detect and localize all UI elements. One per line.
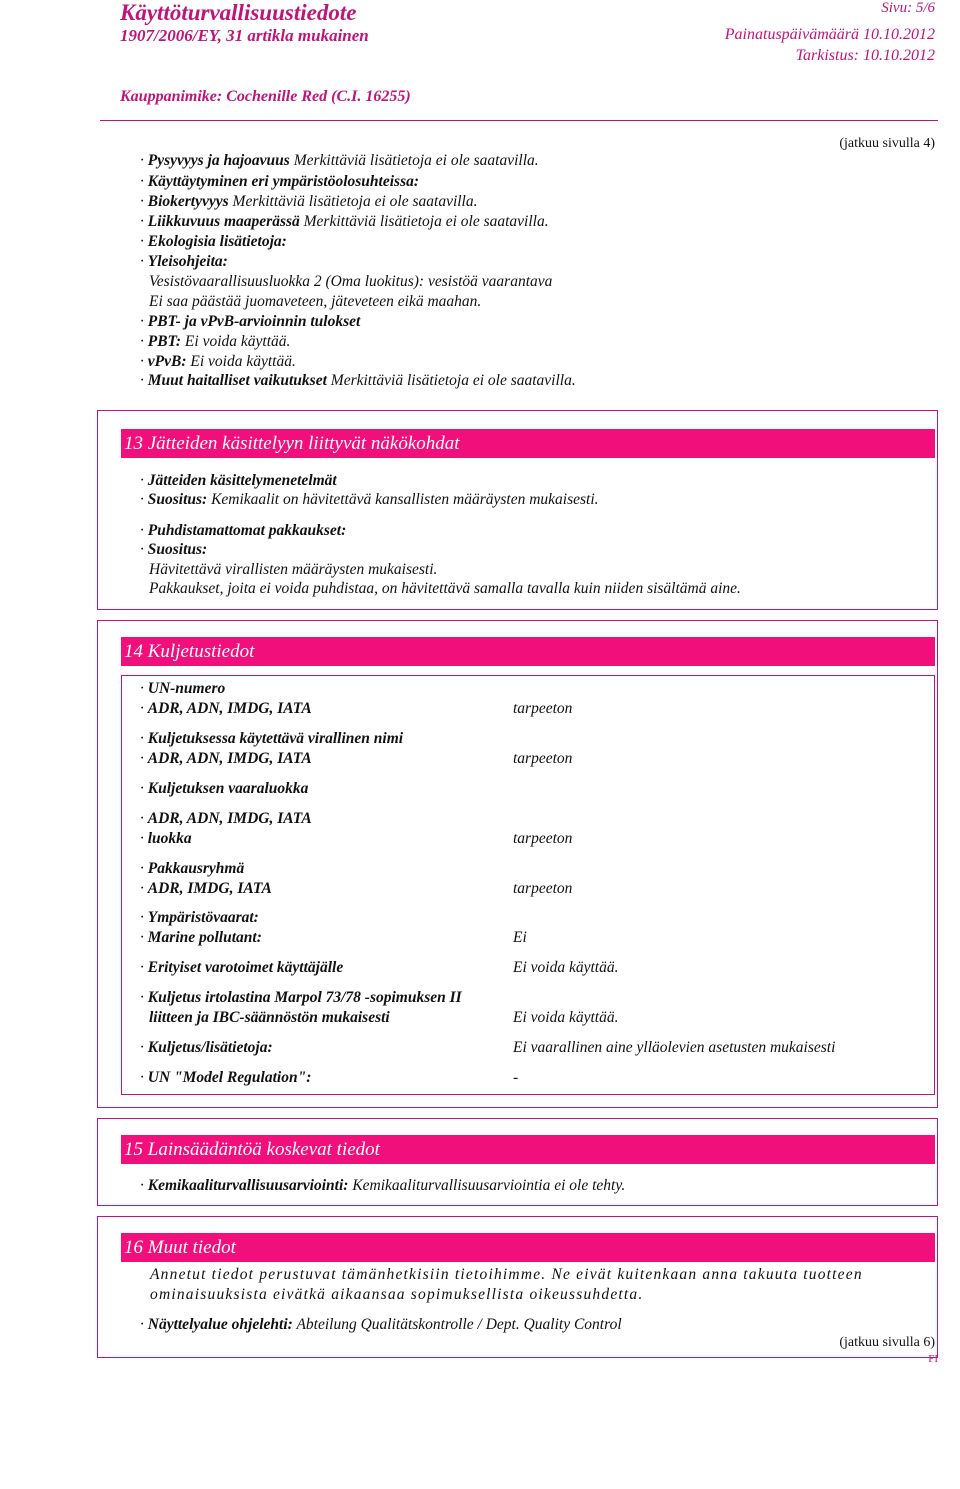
section-16-heading: 16 Muut tiedot — [121, 1233, 935, 1262]
disclaimer-line-1: Annetut tiedot perustuvat tämänhetkisiin tietoihimme. Ne eivät kuitenkaan anna takuuta tuotteen — [150, 1266, 863, 1283]
s12-line-11: · vPvB: Ei voida käyttää. — [140, 353, 296, 370]
s12-line-3: · Biokertyvyys Merkittäviä lisätietoja ei ole saatavilla. — [140, 193, 478, 210]
s12-line-9: · PBT- ja vPvB-arvioinnin tulokset — [140, 313, 361, 330]
document-title: Käyttöturvallisuustiedote — [120, 0, 357, 25]
marine-pollutant-value: Ei — [513, 929, 527, 946]
bulk-transport-label-1: · Kuljetus irtolastina Marpol 73/78 -sopimuksen II — [140, 989, 462, 1006]
s12-line-1: · Pysyvyys ja hajoavuus Merkittäviä lisätietoja ei ole saatavilla. — [140, 152, 539, 169]
s12-line-8: Ei saa päästää juomaveteen, jäteveteen eikä maahan. — [149, 293, 482, 310]
packing-group-value: tarpeeton — [513, 880, 573, 897]
regulation-subtitle: 1907/2006/EY, 31 artikla mukainen — [120, 26, 369, 45]
s13-line-3: · Puhdistamattomat pakkaukset: — [140, 522, 347, 539]
s12-line-10: · PBT: Ei voida käyttää. — [140, 333, 291, 350]
un-model-value: - — [513, 1069, 519, 1086]
special-precautions-value: Ei voida käyttää. — [513, 959, 619, 976]
section-15-heading: 15 Lainsäädäntöä koskevat tiedot — [121, 1135, 935, 1164]
s12-line-12: · Muut haitalliset vaikutukset Merkittäviä lisätietoja ei ole saatavilla. — [140, 372, 576, 389]
transport-info-value: Ei vaarallinen aine ylläolevien asetusten mukaisesti — [513, 1039, 836, 1056]
s13-line-4: · Suositus: — [140, 541, 208, 558]
section-13-heading: 13 Jätteiden käsittelyyn liittyvät näkökohdat — [121, 429, 935, 458]
section-14-heading: 14 Kuljetustiedot — [121, 637, 935, 666]
chemical-safety-assessment: · Kemikaaliturvallisuusarviointi: Kemikaaliturvallisuusarviointia ei ole tehty. — [140, 1177, 626, 1194]
page-number: Sivu: 5/6 — [881, 0, 935, 16]
un-model-label: · UN "Model Regulation": — [140, 1069, 312, 1086]
continued-from-note: (jatkuu sivulla 4) — [839, 136, 935, 151]
s12-line-6: · Yleisohjeita: — [140, 253, 228, 270]
s13-line-1: · Jätteiden käsittelymenetelmät — [140, 472, 337, 489]
language-code: FI — [928, 1353, 938, 1365]
marine-pollutant-label: · Marine pollutant: — [140, 929, 262, 946]
s13-line-2: · Suositus: Kemikaalit on hävitettävä kansallisten määräysten mukaisesti. — [140, 491, 599, 508]
env-hazards-label: · Ympäristövaarat: — [140, 909, 259, 926]
un-number-label: · UN-numero — [140, 680, 226, 697]
shipping-name-value: tarpeeton — [513, 750, 573, 767]
s12-line-4: · Liikkuvuus maaperässä Merkittäviä lisätietoja ei ole saatavilla. — [140, 213, 549, 230]
revision-date: Tarkistus: 10.10.2012 — [795, 47, 935, 64]
hazard-class-value: tarpeeton — [513, 830, 573, 847]
packing-group-label: · Pakkausryhmä — [140, 860, 245, 877]
bulk-transport-value: Ei voida käyttää. — [513, 1009, 619, 1026]
trade-name: Kauppanimike: Cochenille Red (C.I. 16255) — [120, 88, 411, 105]
print-date: Painatuspäivämäärä 10.10.2012 — [724, 26, 935, 43]
transport-info-label: · Kuljetus/lisätietoja: — [140, 1039, 273, 1056]
continued-on-note: (jatkuu sivulla 6) — [839, 1335, 935, 1350]
special-precautions-label: · Erityiset varotoimet käyttäjälle — [140, 959, 344, 976]
hazard-class-label: · Kuljetuksen vaaraluokka — [140, 780, 309, 797]
shipping-name-label: · Kuljetuksessa käytettävä virallinen nimi — [140, 730, 404, 747]
s13-line-5: Hävitettävä virallisten määräysten mukaisesti. — [149, 561, 438, 578]
s12-line-5: · Ekologisia lisätietoja: — [140, 233, 287, 250]
data-sheet-issuer: · Näyttelyalue ohjelehti: Abteilung Qualitätskontrolle / Dept. Quality Control — [140, 1316, 622, 1333]
packing-group-modes: · ADR, IMDG, IATA — [140, 880, 272, 897]
un-number-modes: · ADR, ADN, IMDG, IATA — [140, 700, 312, 717]
hazard-class-modes: · ADR, ADN, IMDG, IATA — [140, 810, 312, 827]
bulk-transport-label-2: liitteen ja IBC-säännöstön mukaisesti — [149, 1009, 390, 1026]
header-divider — [100, 120, 938, 121]
un-number-value: tarpeeton — [513, 700, 573, 717]
s12-line-2: · Käyttäytyminen eri ympäristöolosuhteissa: — [140, 173, 420, 190]
s12-line-7: Vesistövaarallisuusluokka 2 (Oma luokitus): vesistöä vaarantava — [149, 273, 553, 290]
s13-line-6: Pakkaukset, joita ei voida puhdistaa, on hävitettävä samalla tavalla kuin niiden sisältämä aine. — [149, 580, 741, 597]
disclaimer-line-2: ominaisuuksista eivätkä aikaansaa sopimuksellista oikeussuhdetta. — [150, 1286, 644, 1303]
hazard-class-class: · luokka — [140, 830, 192, 847]
shipping-name-modes: · ADR, ADN, IMDG, IATA — [140, 750, 312, 767]
